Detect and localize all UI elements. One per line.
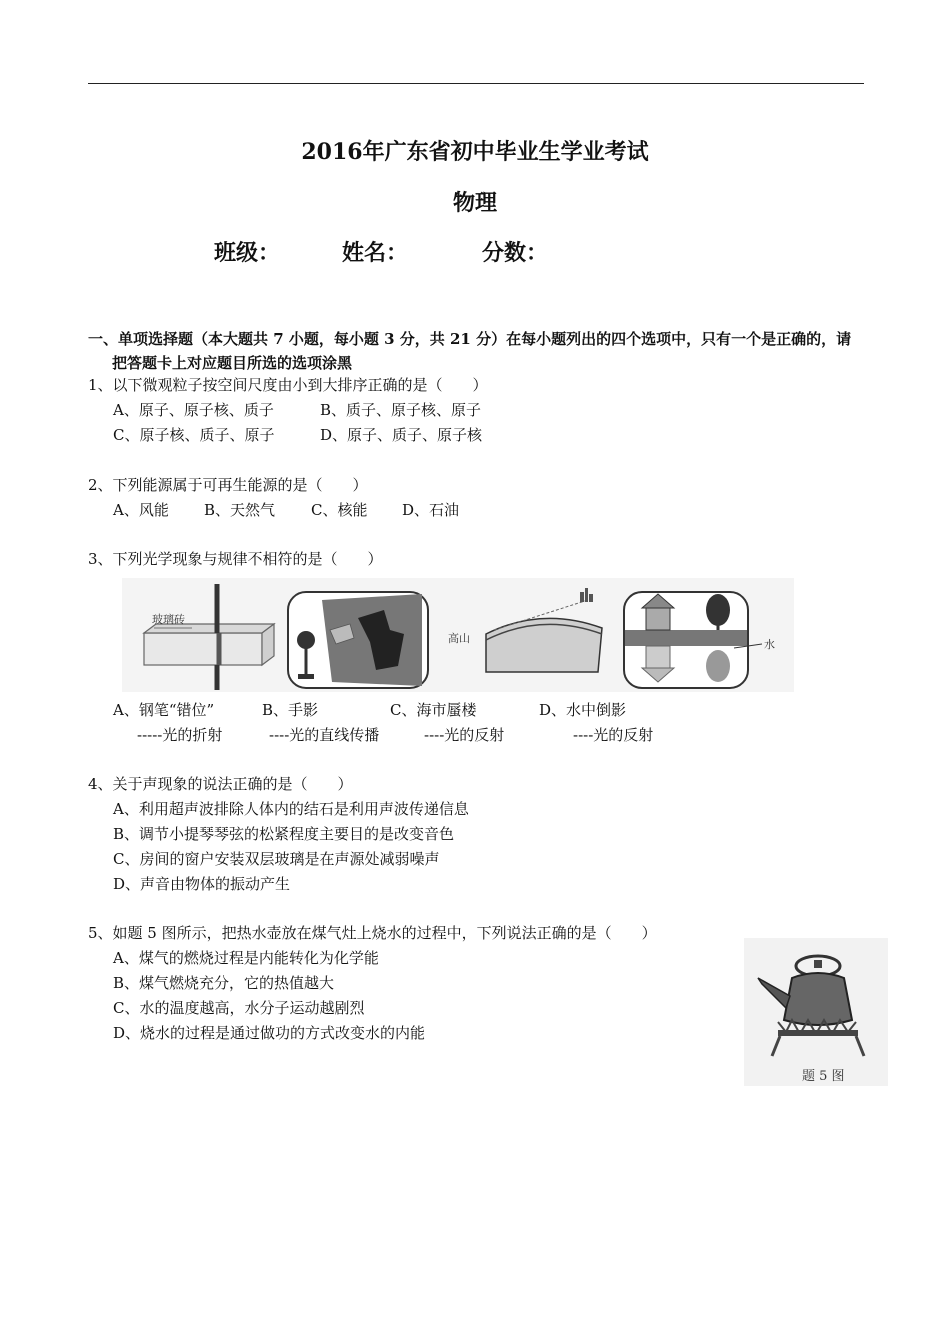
section-heading-line2: 把答题卡上对应题目所选的选项涂黑 [112, 354, 353, 372]
glass-label: 玻璃砖 [152, 613, 185, 626]
q1-option-b: B、质子、原子核、原子 [320, 401, 482, 419]
q4-option-d: D、声音由物体的振动产生 [113, 875, 291, 893]
q2-option-a: A、风能 [113, 501, 169, 519]
exam-title: 2016年广东省初中毕业生学业考试 [301, 139, 649, 165]
top-rule [88, 83, 864, 84]
q1-stem: 1、以下微观粒子按空间尺度由小到大排序正确的是（ ） [88, 376, 488, 394]
q3-figure [122, 578, 794, 692]
water-reflection-panel [624, 592, 775, 688]
q3-option-d-law: ----光的反射 [573, 726, 654, 744]
q2-stem: 2、下列能源属于可再生能源的是（ ） [88, 476, 368, 494]
name-label: 姓名： [342, 240, 409, 266]
q2-option-d: D、石油 [402, 501, 460, 519]
q5-option-a: A、煤气的燃烧过程是内能转化为化学能 [113, 949, 379, 967]
q1-option-c: C、原子核、质子、原子 [113, 426, 275, 444]
mountain-label: 高山 [448, 632, 470, 645]
q4-option-b: B、调节小提琴琴弦的松紧程度主要目的是改变音色 [113, 825, 455, 843]
q4-stem: 4、关于声现象的说法正确的是（ ） [88, 775, 353, 793]
score-label: 分数： [482, 240, 549, 266]
glass-brick-panel [144, 584, 274, 690]
q3-stem: 3、下列光学现象与规律不相符的是（ ） [88, 550, 383, 568]
q3-option-a-law: -----光的折射 [137, 726, 223, 744]
q5-option-d: D、烧水的过程是通过做功的方式改变水的内能 [113, 1024, 426, 1042]
q3-option-c-law: ----光的反射 [424, 726, 505, 744]
q2-option-b: B、天然气 [204, 501, 276, 519]
q1-option-a: A、原子、原子核、质子 [113, 401, 274, 419]
class-label: 班级： [214, 240, 281, 266]
exam-subject: 物理 [452, 190, 497, 216]
q3-option-d: D、水中倒影 [539, 701, 627, 719]
q3-option-b: B、手影 [262, 701, 319, 719]
q5-option-b: B、煤气燃烧充分，它的热值越大 [113, 974, 335, 992]
q2-option-c: C、核能 [311, 501, 368, 519]
q3-figure-svg [122, 578, 794, 692]
section-heading [88, 327, 868, 375]
q5-stem: 5、如题 5 图所示，把热水壶放在煤气灶上烧水的过程中，下列说法正确的是（ ） [88, 924, 657, 942]
q5-figure-caption: 题 5 图 [802, 1069, 845, 1084]
q4-option-c: C、房间的窗户安装双层玻璃是在声源处减弱噪声 [113, 850, 440, 868]
water-label: 水 [764, 638, 775, 651]
q4-option-a: A、利用超声波排除人体内的结石是利用声波传递信息 [113, 800, 469, 818]
kettle-on-stove-icon [744, 938, 888, 1086]
q3-option-c: C、海市蜃楼 [390, 701, 477, 719]
q5-figure [744, 938, 888, 1086]
q3-option-a: A、钢笔“错位” [113, 701, 215, 719]
q3-option-b-law: ----光的直线传播 [269, 726, 380, 744]
mirage-panel [448, 588, 602, 672]
q5-option-c: C、水的温度越高，水分子运动越剧烈 [113, 999, 365, 1017]
q1-option-d: D、原子、质子、原子核 [320, 426, 483, 444]
section-heading-line1: 一、单项选择题（本大题共 7 小题，每小题 3 分，共 21 分）在每小题列出的四个选项中，只有一个是正确的，请 [88, 330, 852, 348]
hand-shadow-panel [288, 592, 428, 688]
